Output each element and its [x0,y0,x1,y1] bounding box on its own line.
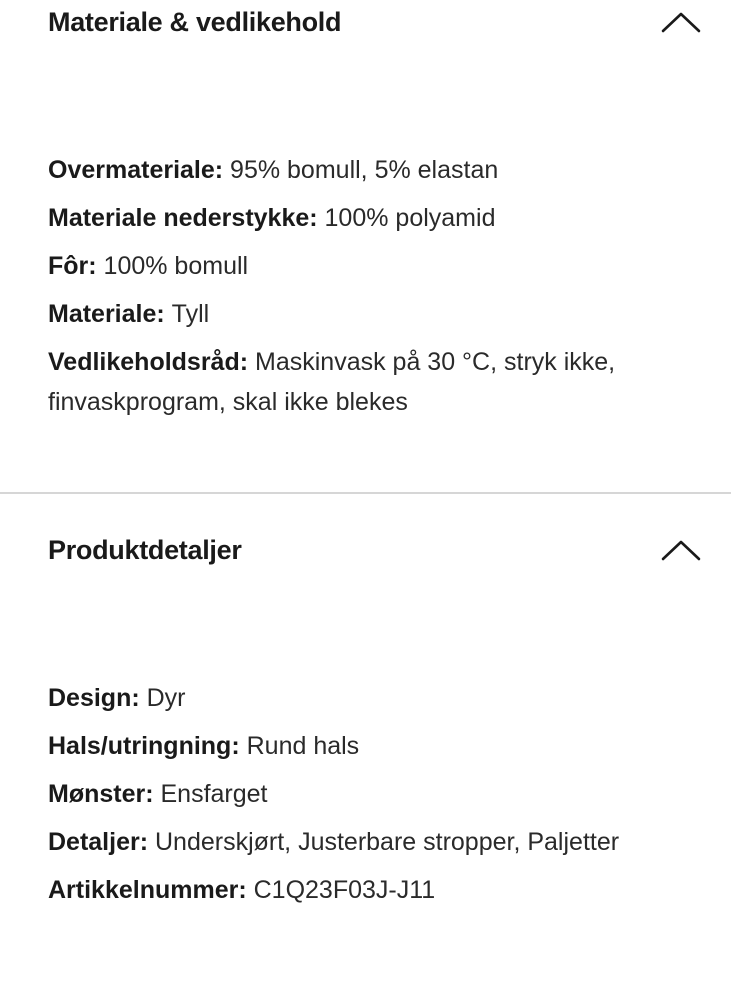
material-care-header[interactable] [48,2,701,42]
attribute-label: Overmateriale: [48,156,231,184]
section-divider [0,492,731,494]
attribute-label: Detaljer: [48,828,155,856]
attribute-row [48,774,668,814]
material-care-title: Materiale & vedlikehold [48,6,342,37]
attribute-row [48,150,668,190]
attribute-row [48,342,668,422]
attribute-label: Mønster: [48,780,161,808]
attribute-value: Rund hals [246,732,360,760]
attribute-value: 95% bomull, 5% elastan [230,156,499,184]
material-attribute-list [48,150,668,430]
attribute-row [48,294,668,334]
product-attribute-list [48,678,668,918]
attribute-value: 100% bomull [103,252,249,280]
attribute-value: Underskjørt, Justerbare stropper, Paljetter [154,828,620,856]
attribute-label: Materiale: [48,300,172,328]
attribute-row [48,822,668,862]
product-details-header[interactable] [48,530,701,570]
attribute-value: Dyr [146,684,186,712]
attribute-label: Fôr: [48,252,104,280]
attribute-label: Vedlikeholdsråd: [48,348,256,376]
attribute-label: Materiale nederstykke: [48,204,325,232]
attribute-row [48,726,668,766]
attribute-value: Tyll [171,300,210,328]
attribute-value: 100% polyamid [324,204,496,232]
attribute-label: Design: [48,684,147,712]
product-details-title: Produktdetaljer [48,534,242,565]
attribute-value: C1Q23F03J-J11 [253,876,436,904]
attribute-label: Artikkelnummer: [48,876,254,904]
attribute-row [48,246,668,286]
chevron-up-icon[interactable] [661,9,701,35]
attribute-label: Hals/utringning: [48,732,247,760]
attribute-value: Ensfarget [160,780,268,808]
attribute-row [48,870,668,910]
attribute-row [48,198,668,238]
chevron-up-icon[interactable] [661,537,701,563]
attribute-value: Maskinvask på 30 °C, stryk ikke, finvaskprogram, skal ikke blekes [48,348,616,416]
attribute-row [48,678,668,718]
